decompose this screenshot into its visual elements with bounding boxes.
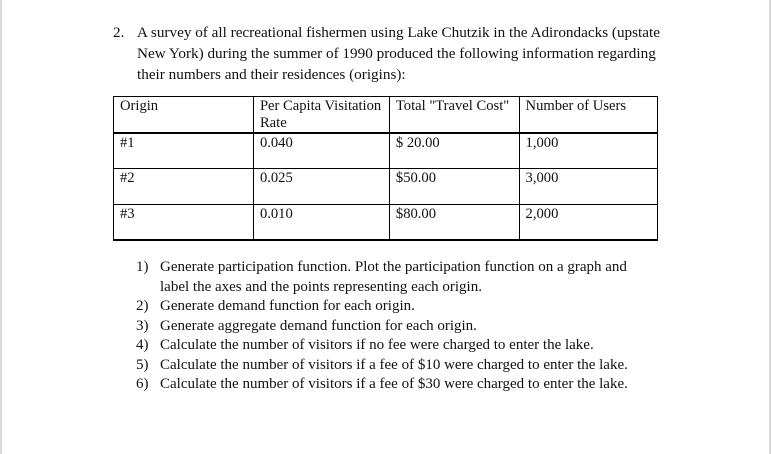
task-list bbox=[136, 258, 656, 395]
cell-origin: #3 bbox=[114, 205, 254, 241]
table-row bbox=[114, 169, 658, 205]
survey-table bbox=[113, 96, 658, 241]
cell-origin: #2 bbox=[114, 169, 254, 205]
header-visitation-rate: Per Capita Visitation Rate bbox=[253, 97, 389, 134]
header-travel-cost: Total "Travel Cost" bbox=[389, 97, 519, 134]
task-text: Calculate the number of visitors if a fee of $30 were charged to enter the lake. bbox=[160, 376, 628, 392]
task-text: Calculate the number of visitors if a fee of $10 were charged to enter the lake. bbox=[160, 356, 628, 373]
cell-travel-cost: $ 20.00 bbox=[389, 133, 519, 169]
task-item bbox=[136, 356, 656, 376]
task-text: Generate demand function for each origin. bbox=[160, 298, 415, 314]
task-number: 1) bbox=[136, 259, 149, 275]
task-number: 2) bbox=[136, 298, 149, 314]
cell-visitation-rate: 0.040 bbox=[253, 133, 389, 169]
cell-travel-cost: $80.00 bbox=[389, 205, 519, 241]
cell-visitation-rate: 0.010 bbox=[253, 205, 389, 241]
task-item bbox=[136, 375, 656, 395]
task-number: 5) bbox=[136, 356, 149, 373]
cell-number-of-users: 1,000 bbox=[519, 133, 657, 169]
task-number: 4) bbox=[136, 337, 149, 353]
task-text: Generate aggregate demand function for each origin. bbox=[160, 317, 477, 334]
task-item bbox=[136, 297, 656, 317]
header-number-of-users: Number of Users bbox=[519, 97, 657, 134]
task-item bbox=[136, 317, 656, 337]
left-frame-border bbox=[0, 0, 2, 454]
task-item bbox=[136, 258, 656, 297]
table-header-row bbox=[114, 97, 658, 134]
question-block bbox=[113, 22, 673, 85]
cell-travel-cost: $50.00 bbox=[389, 169, 519, 205]
question-text: A survey of all recreational fishermen using Lake Chutzik in the Adirondacks (upstate New York) during the summer of 1990 produced the following information regarding their numbers and their residences (origins): bbox=[137, 24, 660, 83]
table-row bbox=[114, 133, 658, 169]
cell-visitation-rate: 0.025 bbox=[253, 169, 389, 205]
header-origin: Origin bbox=[114, 97, 254, 134]
task-text: Generate participation function. Plot the participation function on a graph and label the axes and the points representing each origin. bbox=[160, 259, 627, 295]
cell-number-of-users: 2,000 bbox=[519, 205, 657, 241]
question-number: 2. bbox=[113, 24, 125, 41]
cell-origin: #1 bbox=[114, 133, 254, 169]
task-number: 6) bbox=[136, 376, 149, 392]
task-number: 3) bbox=[136, 317, 149, 334]
task-text: Calculate the number of visitors if no fee were charged to enter the lake. bbox=[160, 337, 594, 353]
table-row bbox=[114, 205, 658, 241]
task-item bbox=[136, 336, 656, 356]
cell-number-of-users: 3,000 bbox=[519, 169, 657, 205]
